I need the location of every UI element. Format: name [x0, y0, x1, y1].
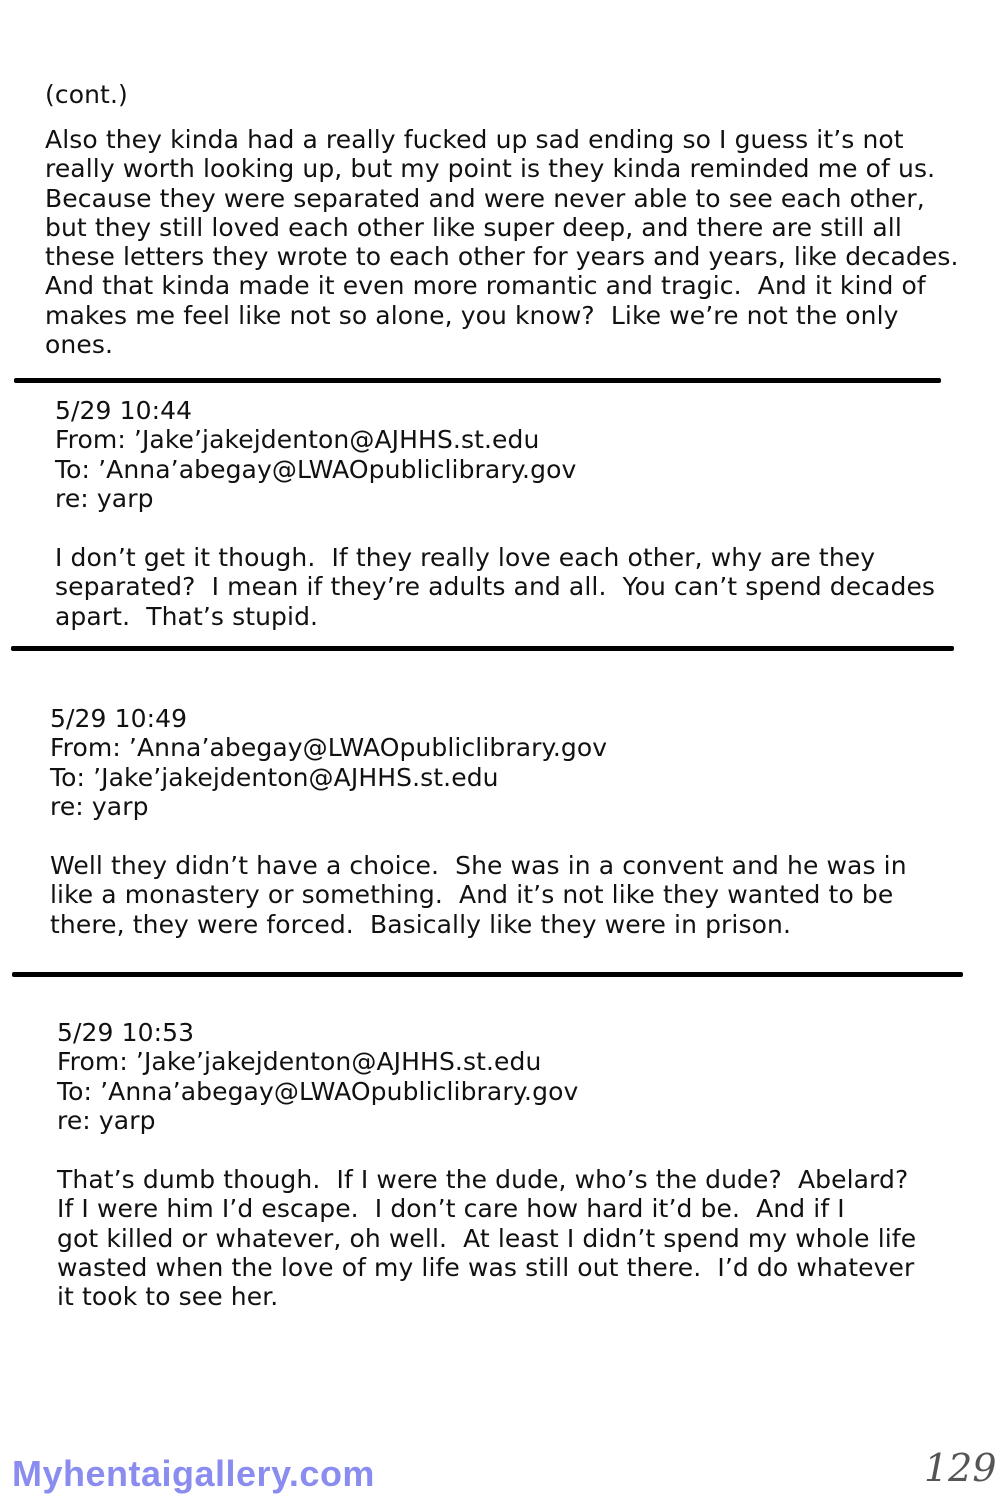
- text-line: And that kinda made it even more romantic and tragic. And it kind of: [45, 271, 926, 301]
- email-from: From: ’Anna’abegay@LWAOpubliclibrary.gov: [50, 733, 608, 763]
- divider: [12, 972, 963, 977]
- email-subject: re: yarp: [55, 483, 154, 513]
- text-line: Because they were separated and were never able to see each other,: [45, 183, 925, 213]
- text-line: got killed or whatever, oh well. At least I didn’t spend my whole life: [57, 1223, 917, 1253]
- text-line: That’s dumb though. If I were the dude, who’s the dude? Abelard?: [57, 1165, 909, 1194]
- text-line: there, they were forced. Basically like they were in prison.: [50, 909, 791, 939]
- text-line: it took to see her.: [57, 1282, 279, 1312]
- text-line: If I were him I’d escape. I don’t care how hard it’d be. And if I: [57, 1194, 845, 1224]
- continuation-body: [45, 125, 959, 359]
- email-subject: re: yarp: [50, 791, 149, 821]
- email-header: [55, 396, 576, 513]
- continuation-label: (cont.): [45, 80, 128, 109]
- text-line: Also they kinda had a really fucked up sad ending so I guess it’s not: [45, 125, 904, 154]
- page-number: 129: [924, 1446, 997, 1490]
- email-header: [50, 704, 607, 821]
- text-line: makes me feel like not so alone, you know? Like we’re not the only: [45, 300, 899, 330]
- email-from: From: ’Jake’jakejdenton@AJHHS.st.edu: [55, 425, 540, 455]
- email-timestamp: 5/29 10:53: [57, 1018, 195, 1047]
- email-from: From: ’Jake’jakejdenton@AJHHS.st.edu: [57, 1047, 542, 1077]
- text-line: separated? I mean if they’re adults and all. You can’t spend decades: [55, 572, 936, 602]
- text-line: Well they didn’t have a choice. She was in a convent and he was in: [50, 851, 907, 880]
- email-body: [57, 1165, 916, 1311]
- text-line: wasted when the love of my life was still out there. I’d do whatever: [57, 1252, 915, 1282]
- watermark: Myhentaigallery.com: [12, 1453, 375, 1494]
- divider: [14, 378, 941, 383]
- text-line: I don’t get it though. If they really love each other, why are they: [55, 543, 876, 572]
- email-body: [55, 543, 935, 631]
- email-to: To: ’Anna’abegay@LWAOpubliclibrary.gov: [57, 1076, 579, 1106]
- email-timestamp: 5/29 10:44: [55, 396, 193, 425]
- text-line: like a monastery or something. And it’s not like they wanted to be: [50, 880, 894, 910]
- text-line: but they still loved each other like super deep, and there are still all: [45, 212, 902, 242]
- email-subject: re: yarp: [57, 1105, 156, 1135]
- text-line: ones.: [45, 330, 113, 360]
- text-line: really worth looking up, but my point is they kinda reminded me of us.: [45, 154, 936, 184]
- email-body: [50, 851, 907, 939]
- email-header: [57, 1018, 578, 1135]
- email-timestamp: 5/29 10:49: [50, 704, 188, 733]
- text-line: these letters they wrote to each other for years and years, like decades.: [45, 242, 959, 272]
- divider: [11, 646, 954, 651]
- email-to: To: ’Anna’abegay@LWAOpubliclibrary.gov: [55, 454, 577, 484]
- email-to: To: ’Jake’jakejdenton@AJHHS.st.edu: [50, 762, 499, 792]
- text-line: apart. That’s stupid.: [55, 601, 319, 631]
